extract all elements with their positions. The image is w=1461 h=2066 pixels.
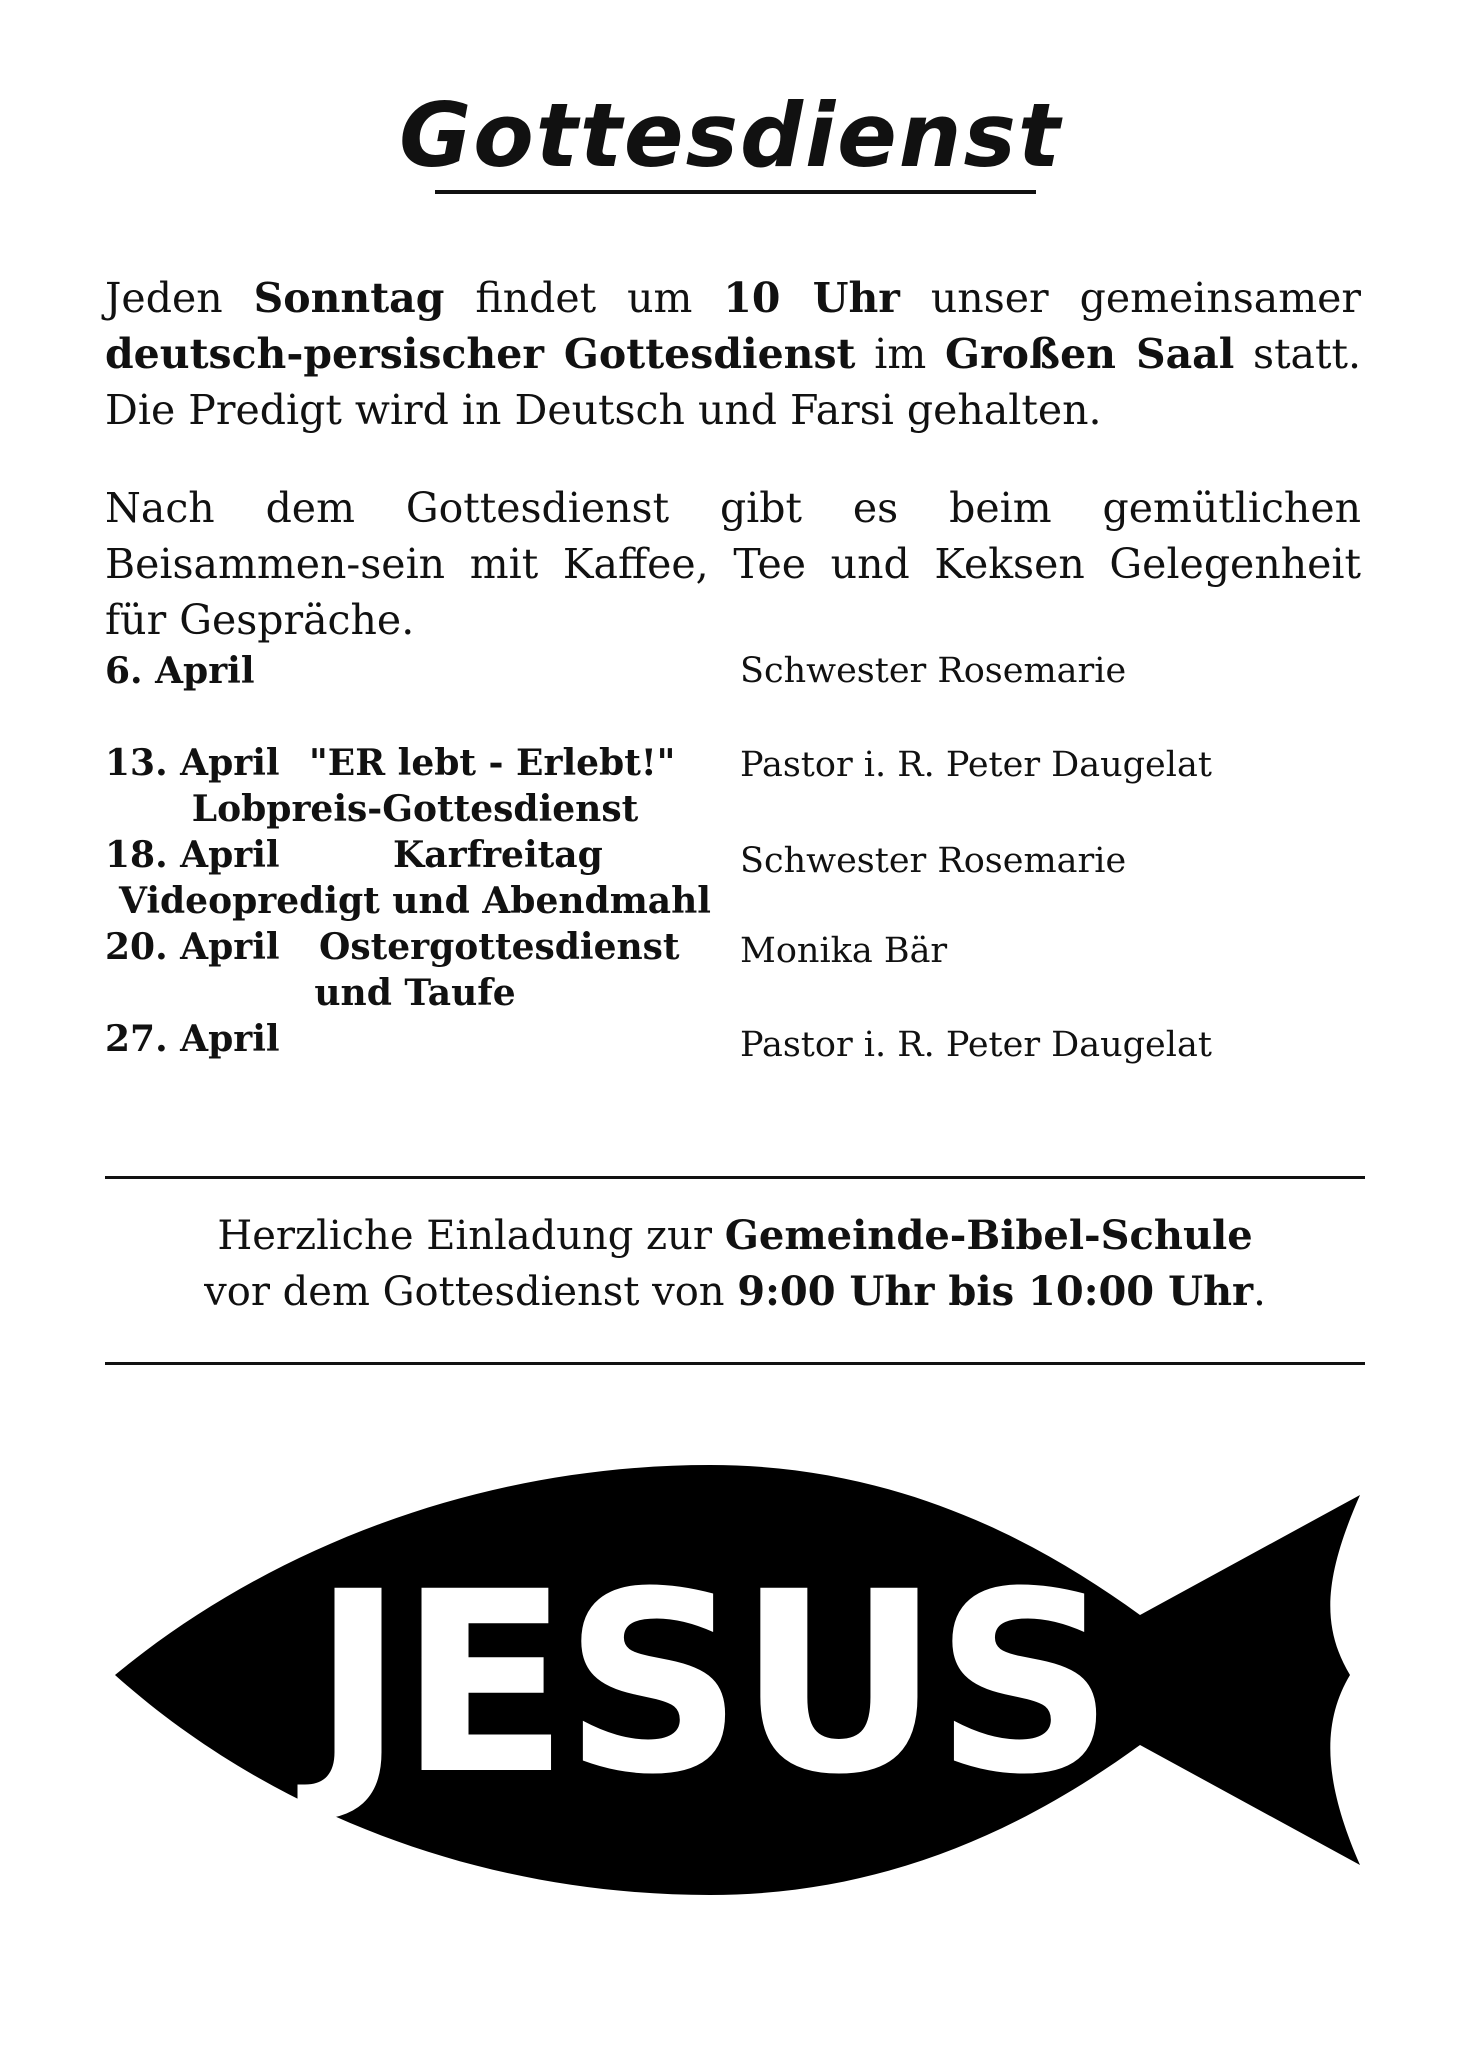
- date-4: 20. April: [105, 926, 280, 968]
- invitation-text-3: .: [1253, 1269, 1266, 1315]
- logo-word: JESUS: [311, 1538, 1109, 1829]
- intro-text-3: unser gemeinsamer: [899, 274, 1361, 322]
- invitation-text-2: vor dem Gottesdienst von: [204, 1269, 738, 1315]
- leader-1: Schwester Rosemarie: [740, 651, 1127, 691]
- divider-top: [105, 1176, 1365, 1179]
- event-2-line2: Lobpreis-Gottesdienst: [191, 788, 639, 830]
- event-3-line2: Videopredigt und Abendmahl: [119, 880, 711, 922]
- leader-5: Pastor i. R. Peter Daugelat: [740, 1025, 1212, 1065]
- intro-text-1: Jeden: [105, 274, 254, 322]
- event-4-line2: und Taufe: [314, 972, 516, 1014]
- invitation-text-1: Herzliche Einladung zur: [217, 1213, 725, 1259]
- event-2-line1: "ER lebt - Erlebt!": [309, 742, 676, 784]
- intro-service-name: deutsch-persischer Gottesdienst: [105, 330, 856, 378]
- event-3-line1: Karfreitag: [393, 834, 603, 876]
- intro-text-2: findet um: [444, 274, 724, 322]
- date-1: 6. April: [105, 650, 255, 692]
- date-5: 27. April: [105, 1018, 280, 1060]
- after-service-paragraph: Nach dem Gottesdienst gibt es beim gemütlichen Beisammen-sein mit Kaffee, Tee und Keksen Gelegenheit für Gespräche.: [105, 484, 1361, 644]
- intro-time: 10 Uhr: [723, 274, 900, 322]
- page-title: Gottesdienst: [399, 84, 1062, 187]
- invitation: [105, 1208, 1365, 1320]
- invitation-school: Gemeinde-Bibel-Schule: [724, 1212, 1253, 1259]
- date-3: 18. April: [105, 834, 280, 876]
- date-2: 13. April: [105, 742, 280, 784]
- intro-hall: Großen Saal: [944, 330, 1235, 378]
- intro-sunday: Sonntag: [253, 274, 445, 322]
- leader-3: Schwester Rosemarie: [740, 841, 1127, 881]
- leader-2: Pastor i. R. Peter Daugelat: [740, 745, 1212, 785]
- invitation-time: 9:00 Uhr bis 10:00 Uhr: [737, 1268, 1254, 1315]
- jesus-fish-logo: [110, 1425, 1370, 1935]
- title-underline: [435, 190, 1036, 194]
- event-4-line1: Ostergottesdienst: [319, 926, 680, 968]
- divider-bottom: [105, 1362, 1365, 1365]
- leader-4: Monika Bär: [740, 931, 948, 971]
- intro-paragraph: [105, 270, 1361, 438]
- invitation-line-2: [105, 1264, 1365, 1320]
- invitation-line-1: [105, 1208, 1365, 1264]
- intro-text-4: im: [855, 330, 945, 378]
- intro-text-5: statt. Die Predigt wird in Deutsch und Farsi gehalten.: [105, 330, 1361, 434]
